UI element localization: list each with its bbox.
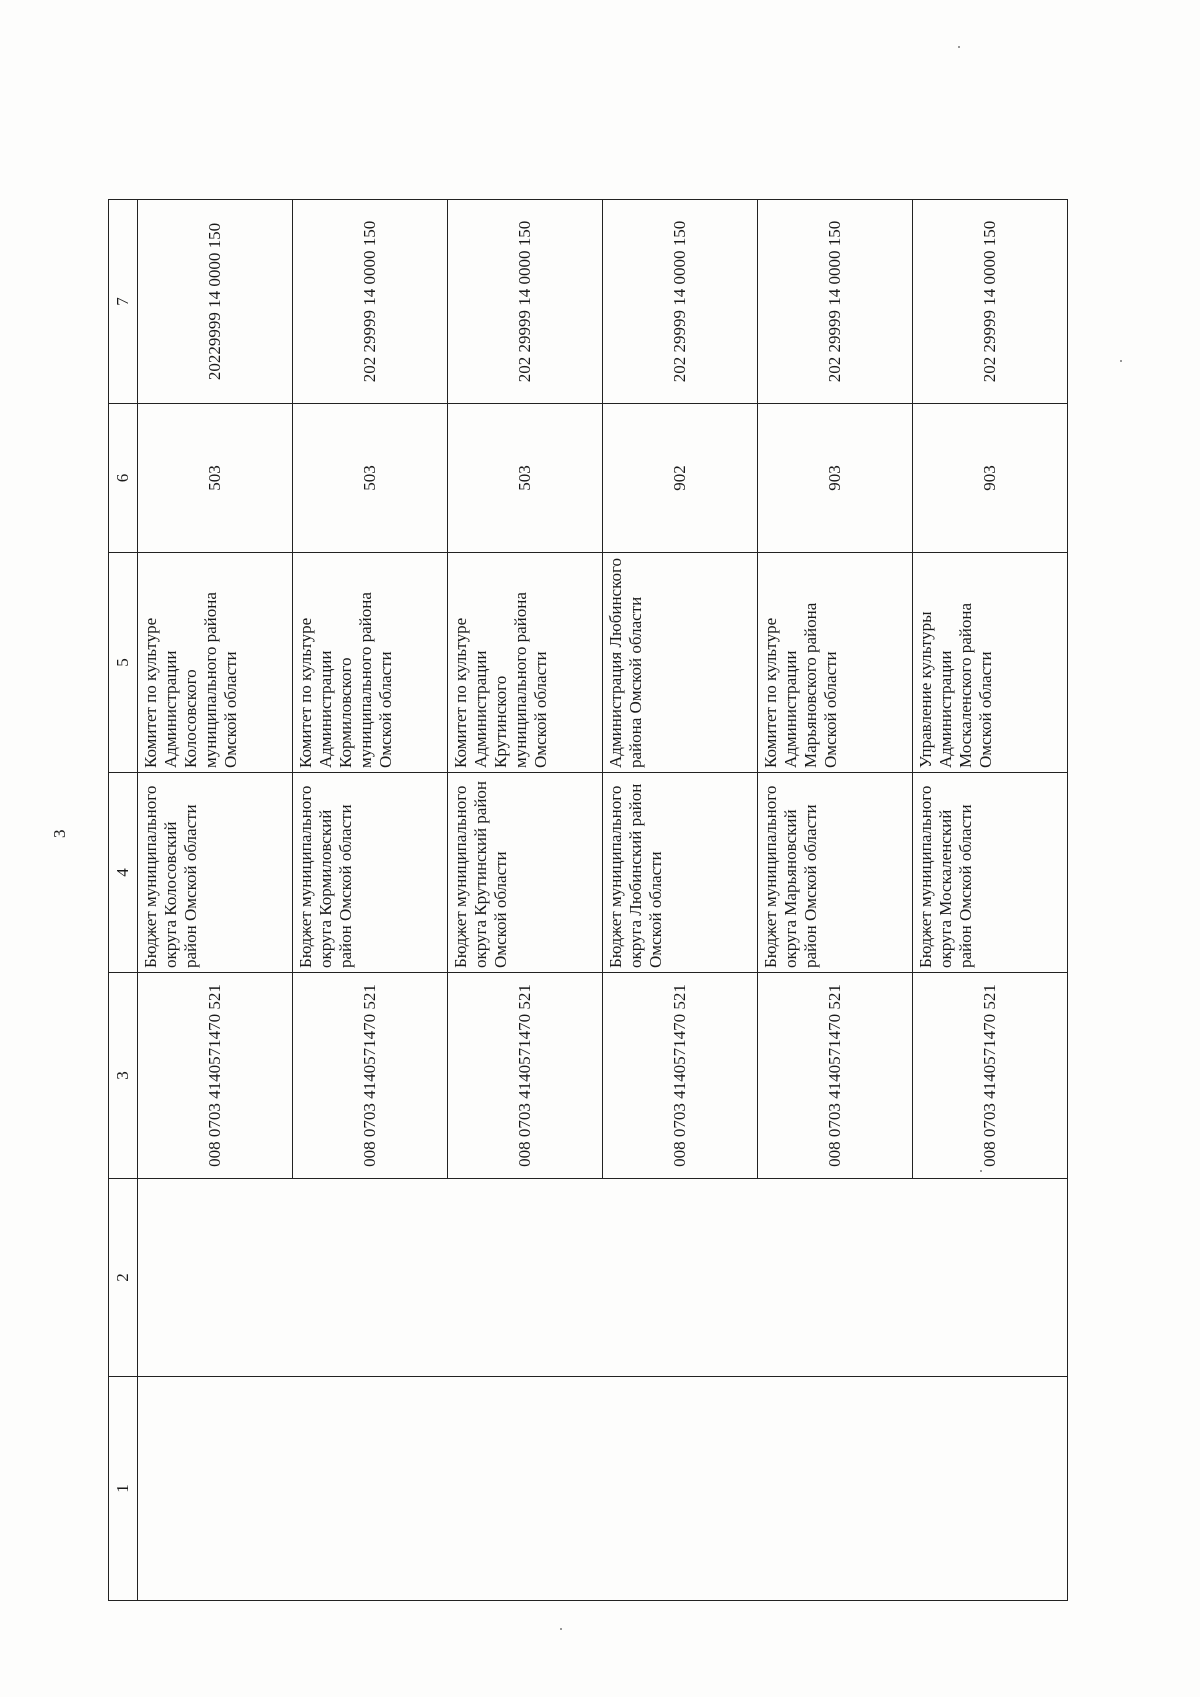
empty-cell bbox=[913, 1179, 1068, 1377]
empty-cell bbox=[293, 1179, 448, 1377]
income-code-cell: 202 29999 14 0000 150 bbox=[913, 200, 1068, 404]
empty-cell bbox=[603, 1179, 758, 1377]
column-number: 1 bbox=[109, 1377, 138, 1601]
income-code-cell: 20229999 14 0000 150 bbox=[138, 200, 293, 404]
scan-speck bbox=[958, 46, 960, 48]
administrator-code-cell: 903 bbox=[913, 404, 1068, 553]
administrator-cell: Комитет по культуре Администрации Кормиловского муниципального района Омской области bbox=[293, 553, 448, 773]
budget-allocation-table bbox=[108, 199, 1068, 1601]
classification-code-cell: 008 0703 4140571470 521 bbox=[913, 973, 1068, 1179]
budget-name-cell: Бюджет муниципального округа Колосовский район Омской области bbox=[138, 773, 293, 973]
column-number: 2 bbox=[109, 1179, 138, 1377]
scan-speck bbox=[1120, 360, 1122, 362]
table-row bbox=[758, 200, 913, 1601]
column-number: 5 bbox=[109, 553, 138, 773]
administrator-cell: Управление культуры Администрации Москаленского района Омской области bbox=[913, 553, 1068, 773]
page-number: 3 bbox=[50, 829, 69, 838]
administrator-code-cell: 503 bbox=[138, 404, 293, 553]
budget-name-cell: Бюджет муниципального округа Любинский район Омской области bbox=[603, 773, 758, 973]
empty-cell bbox=[138, 1179, 293, 1377]
income-code-cell: 202 29999 14 0000 150 bbox=[448, 200, 603, 404]
column-number: 6 bbox=[109, 404, 138, 553]
empty-cell bbox=[448, 1179, 603, 1377]
column-number: 4 bbox=[109, 773, 138, 973]
classification-code-cell: 008 0703 4140571470 521 bbox=[758, 973, 913, 1179]
column-number: 7 bbox=[109, 200, 138, 404]
administrator-code-cell: 902 bbox=[603, 404, 758, 553]
table-row bbox=[138, 200, 293, 1601]
administrator-cell: Администрация Любинского района Омской области bbox=[603, 553, 758, 773]
classification-code-cell: 008 0703 4140571470 521 bbox=[138, 973, 293, 1179]
budget-name-cell: Бюджет муниципального округа Крутинский район Омской области bbox=[448, 773, 603, 973]
table-row bbox=[913, 200, 1068, 1601]
scan-speck bbox=[980, 1170, 982, 1172]
table-row bbox=[448, 200, 603, 1601]
classification-code-cell: 008 0703 4140571470 521 bbox=[293, 973, 448, 1179]
classification-code-cell: 008 0703 4140571470 521 bbox=[448, 973, 603, 1179]
empty-cell bbox=[293, 1377, 448, 1601]
column-number-row bbox=[109, 200, 138, 1601]
income-code-cell: 202 29999 14 0000 150 bbox=[603, 200, 758, 404]
empty-cell bbox=[138, 1377, 293, 1601]
scan-speck bbox=[560, 1628, 562, 1630]
budget-name-cell: Бюджет муниципального округа Кормиловский район Омской области bbox=[293, 773, 448, 973]
column-number: 3 bbox=[109, 973, 138, 1179]
rotated-table-container bbox=[108, 200, 1045, 1601]
table-row bbox=[293, 200, 448, 1601]
administrator-code-cell: 503 bbox=[448, 404, 603, 553]
empty-cell bbox=[758, 1377, 913, 1601]
table-row bbox=[603, 200, 758, 1601]
budget-name-cell: Бюджет муниципального округа Москаленский район Омской области bbox=[913, 773, 1068, 973]
income-code-cell: 202 29999 14 0000 150 bbox=[293, 200, 448, 404]
administrator-cell: Комитет по культуре Администрации Крутинского муниципального района Омской области bbox=[448, 553, 603, 773]
budget-name-cell: Бюджет муниципального округа Марьяновский район Омской области bbox=[758, 773, 913, 973]
classification-code-cell: 008 0703 4140571470 521 bbox=[603, 973, 758, 1179]
empty-cell bbox=[603, 1377, 758, 1601]
income-code-cell: 202 29999 14 0000 150 bbox=[758, 200, 913, 404]
administrator-code-cell: 903 bbox=[758, 404, 913, 553]
empty-cell bbox=[448, 1377, 603, 1601]
administrator-code-cell: 503 bbox=[293, 404, 448, 553]
administrator-cell: Комитет по культуре Администрации Марьяновского района Омской области bbox=[758, 553, 913, 773]
empty-cell bbox=[913, 1377, 1068, 1601]
empty-cell bbox=[758, 1179, 913, 1377]
administrator-cell: Комитет по культуре Администрации Колосовского муниципального района Омской области bbox=[138, 553, 293, 773]
